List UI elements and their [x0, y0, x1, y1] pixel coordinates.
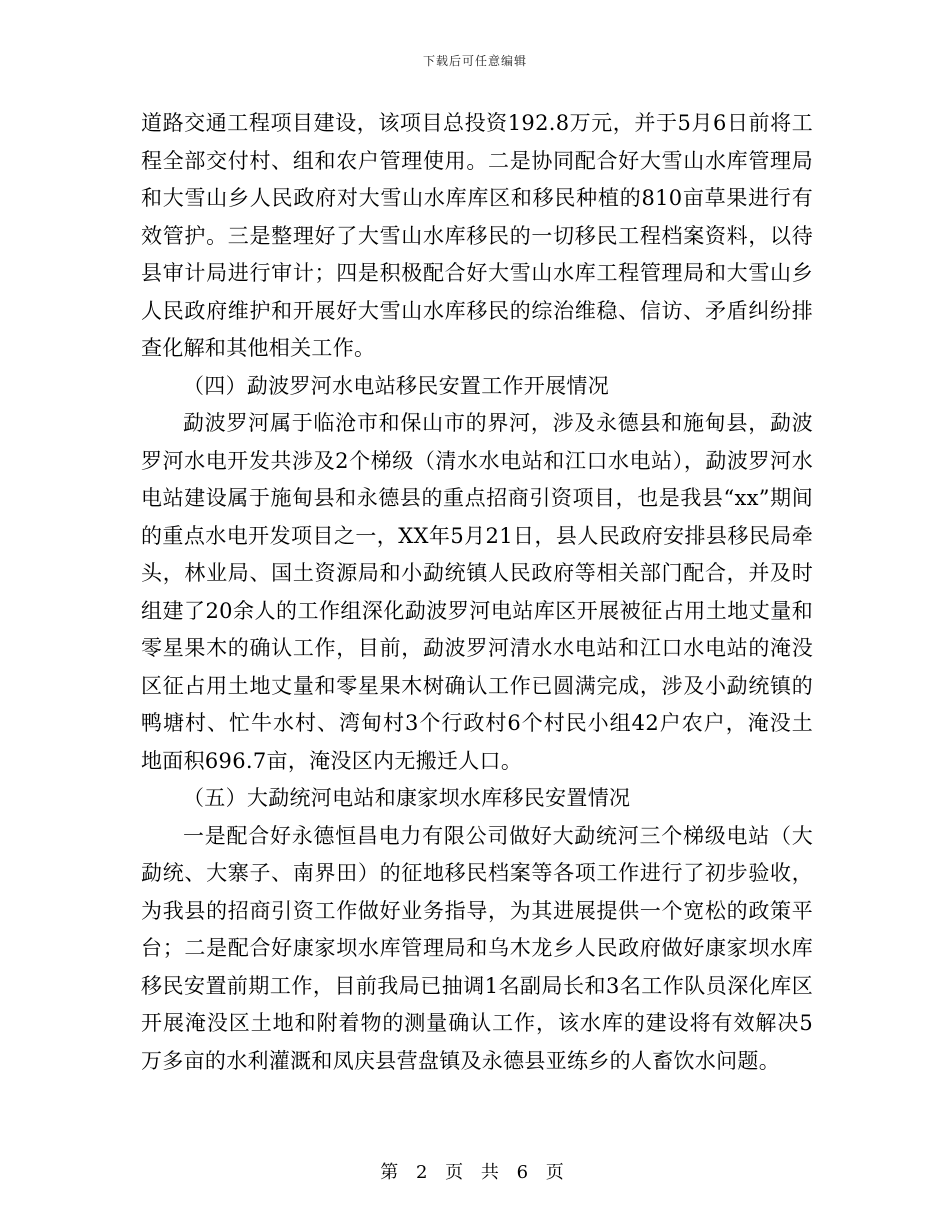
- paragraph-mengbo-river: 勐波罗河属于临沧市和保山市的界河，涉及永德县和施甸县，勐波罗河水电开发共涉及2个梯级（清水水电站和江口水电站），勐波罗河水电站建设属于施甸县和永德县的重点招商引资项目，也是我县“xx”期间的重点水电开发项目之一，XX年5月21日，县人民政府安排县移民局牵头，林业局、国土资源局和小勐统镇人民政府等相关部门配合，并及时组建了20余人的工作组深化勐波罗河电站库区开展被征占用土地丈量和零星果木的确认工作，目前，勐波罗河清水水电站和江口水电站的淹没区征占用土地丈量和零星果木树确认工作已圆满完成，涉及小勐统镇的鸭塘村、忙牛水村、湾甸村3个行政村6个村民小组42户农户，淹没土地面积696.7亩，淹没区内无搬迁人口。: [141, 411, 813, 773]
- section-heading-5: （五）大勐统河电站和康家坝水库移民安置情况: [183, 786, 631, 810]
- paragraph-continuation: 道路交通工程项目建设，该项目总投资192.8万元，并于5月6日前将工程全部交付村、组和农户管理使用。二是协同配合好大雪山水库管理局和大雪山乡人民政府对大雪山水库库区和移民种植的810亩草果进行有效管护。三是整理好了大雪山水库移民的一切移民工程档案资料，以待县审计局进行审计；四是积极配合好大雪山水库工程管理局和大雪山乡人民政府维护和开展好大雪山水库移民的综治维稳、信访、矛盾纠纷排查化解和其他相关工作。: [141, 111, 813, 360]
- section-heading-4: （四）勐波罗河水电站移民安置工作开展情况: [183, 373, 609, 398]
- page-number: 第 2 页 共 6 页: [380, 1162, 570, 1183]
- document-body: [141, 105, 813, 1080]
- paragraph-damengtong-kangjiaba: 一是配合好永德恒昌电力有限公司做好大勐统河三个梯级电站（大勐统、大寨子、南界田）的征地移民档案等各项工作进行了初步验收，为我县的招商引资工作做好业务指导，为其进展提供一个宽松的政策平台；二是配合好康家坝水库管理局和乌木龙乡人民政府做好康家坝水库移民安置前期工作，目前我局已抽调1名副局长和3名工作队员深化库区开展淹没区土地和附着物的测量确认工作，该水库的建设将有效解决5万多亩的水利灌溉和凤庆县营盘镇及永德县亚练乡的人畜饮水问题。: [141, 823, 813, 1073]
- page-header: 下载后可任意编辑: [422, 54, 527, 68]
